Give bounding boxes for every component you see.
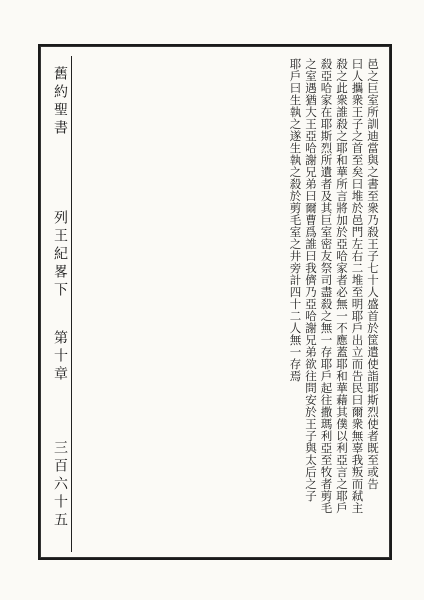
- page-number: 三百六十五: [52, 440, 68, 530]
- text-column-1: 邑之巨室所訓迪當與之書至衆乃殺王子七十人盛首於筐遣使詣耶斯烈使者既至或告: [366, 58, 380, 490]
- book-title: 舊約聖書: [52, 66, 68, 138]
- text-column-2: 曰人攜衆王子之首至矣曰堆於邑門左右二堆至明耶戶出立而告民曰爾衆無辜我叛而弒主: [350, 58, 365, 514]
- text-column-6: 耶戶曰生執之遂生執之殺於剪毛室之井旁計四十二人無一存焉: [288, 58, 303, 382]
- text-column-4: 殺亞哈家在耶斯烈所遺者及其巨室密友祭司盡殺之無一存耶戶起往撒瑪利亞至牧者剪毛: [319, 58, 334, 514]
- section-title: 列王紀畧下: [52, 210, 68, 300]
- body-text: [110, 58, 380, 548]
- text-column-3: 殺之此衆誰殺之耶和華所言將加於亞哈家者必無一不應蓋耶和華藉其僕以利亞言之耶戶: [335, 58, 349, 514]
- chapter-label: 第十章: [52, 330, 68, 384]
- text-column-5: 之室遇猶大王亞哈謝兄弟曰爾曹爲誰曰我儕乃亞哈謝兄弟欲往問安於王子與太后之子: [304, 58, 318, 502]
